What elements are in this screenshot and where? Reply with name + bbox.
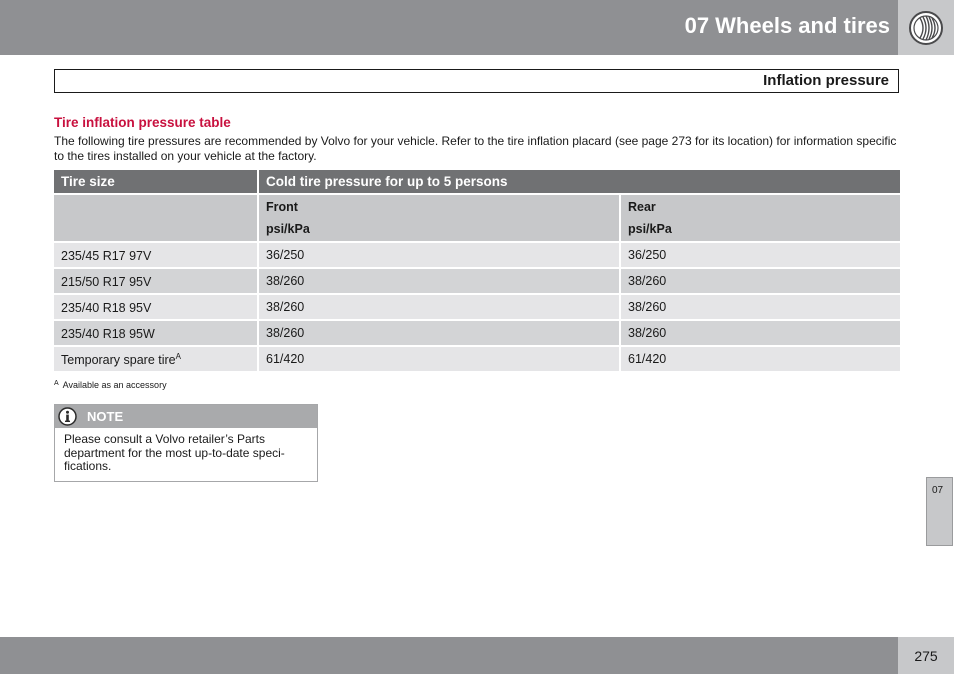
cell-rear-pressure: 38/260: [621, 269, 900, 293]
table-row: [54, 347, 900, 371]
rear-unit: psi/kPa: [628, 222, 672, 236]
cell-tire-size: [54, 243, 257, 267]
header-tire-size: Tire size: [54, 170, 257, 193]
table-row: [54, 295, 900, 319]
cell-front-pressure: 36/250: [259, 243, 619, 267]
cell-rear-pressure: 38/260: [621, 321, 900, 345]
tire-size-text: Temporary spare tire: [61, 352, 176, 367]
cell-tire-size: [54, 295, 257, 319]
cell-tire-size: [54, 269, 257, 293]
cell-front-pressure: 38/260: [259, 269, 619, 293]
table-header-row: [54, 170, 900, 193]
tire-icon: [908, 10, 944, 46]
chapter-icon-box: [898, 0, 954, 55]
page-number: 275: [914, 648, 938, 664]
chapter-side-tab: [926, 477, 953, 546]
chapter-header: [0, 0, 954, 55]
tire-size-text: 235/40 R18 95W: [61, 326, 155, 341]
table-row: [54, 321, 900, 345]
note-header: [55, 405, 317, 428]
note-box: [54, 404, 318, 482]
front-unit: psi/kPa: [266, 222, 310, 236]
footnote-text: Available as an accessory: [62, 380, 167, 390]
intro-paragraph: The following tire pressures are recommended by Volvo for your vehicle. Refer to the tire inflation placard (see page 273 for its location) for information specific to the tires installed on your vehicle at the factory.: [54, 134, 897, 163]
note-label: NOTE: [87, 409, 124, 424]
footnote-marker: A: [54, 380, 59, 387]
table-subtitle: Tire inflation pressure table: [54, 115, 231, 130]
note-text: Please consult a Volvo retailer’s Parts department for the most up-to-date speci-fications.: [64, 432, 285, 473]
subheader-rear: [621, 195, 900, 241]
table-row: [54, 269, 900, 293]
tire-size-text: 215/50 R17 95V: [61, 274, 152, 289]
cell-front-pressure: 38/260: [259, 321, 619, 345]
cell-rear-pressure: 38/260: [621, 295, 900, 319]
tire-size-text: 235/40 R18 95V: [61, 300, 152, 315]
header-cold-pressure: Cold tire pressure for up to 5 persons: [259, 170, 900, 193]
cell-front-pressure: 61/420: [259, 347, 619, 371]
table-subheader-row: [54, 195, 900, 241]
side-tab-label: 07: [932, 485, 944, 496]
table-footnote: [54, 380, 167, 390]
cell-tire-size: [54, 321, 257, 345]
table-row: [54, 243, 900, 267]
subheader-front: [259, 195, 619, 241]
tire-pressure-table: [52, 168, 902, 373]
page-number-box: [898, 637, 954, 674]
section-title: Inflation pressure: [763, 72, 889, 89]
page-footer: [0, 637, 954, 674]
rear-label: Rear: [628, 200, 656, 214]
info-icon: [58, 407, 77, 426]
chapter-title: 07 Wheels and tires: [684, 13, 890, 38]
cell-rear-pressure: 61/420: [621, 347, 900, 371]
section-title-bar: [54, 69, 899, 93]
cell-front-pressure: 38/260: [259, 295, 619, 319]
cell-rear-pressure: 36/250: [621, 243, 900, 267]
cell-tire-size: [54, 347, 257, 371]
subheader-empty: [54, 195, 257, 241]
tire-size-footnote-marker: A: [175, 351, 181, 361]
tire-size-text: 235/45 R17 97V: [61, 248, 152, 263]
front-label: Front: [266, 200, 298, 214]
